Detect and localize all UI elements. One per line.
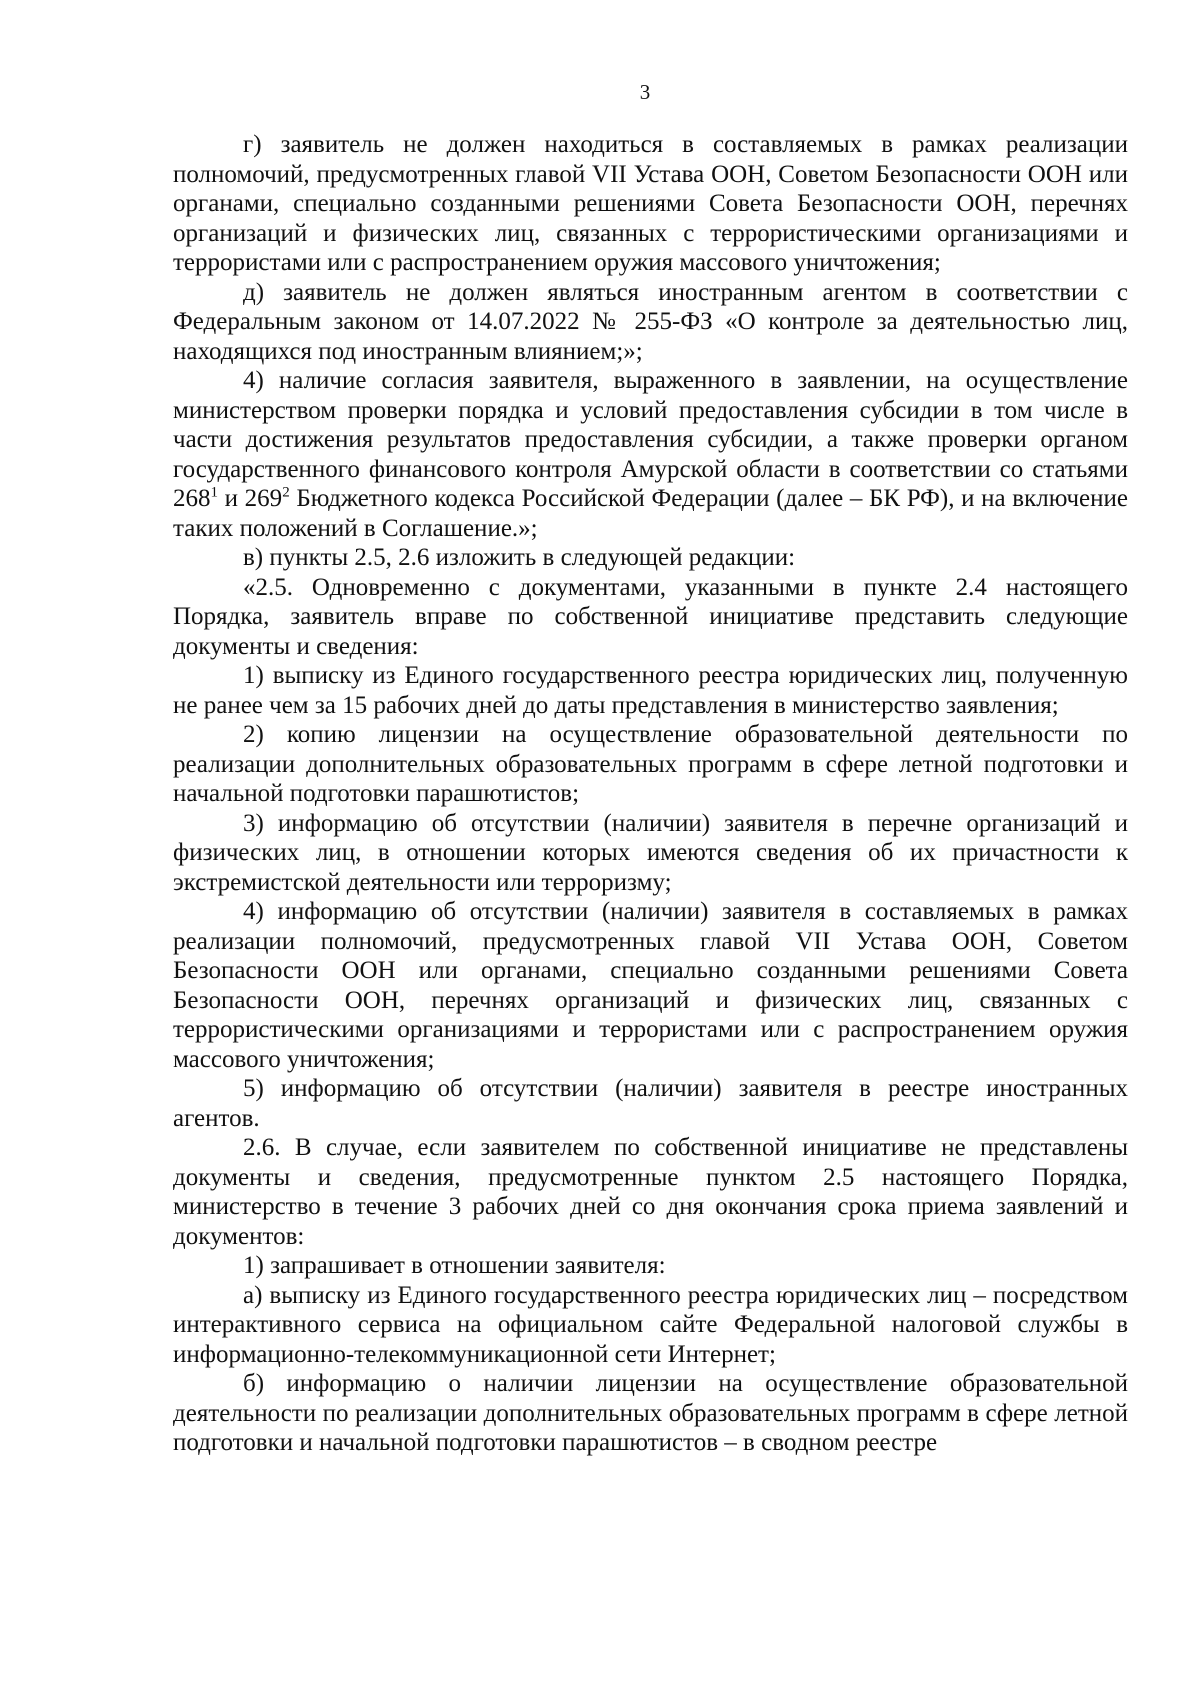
paragraph-2-5-item-3: 3) информацию об отсутствии (наличии) заявителя в перечне организаций и физических лиц, в отношении которых имеются сведения об их причастности к экстремистской деятельности или терроризму;: [173, 809, 1128, 896]
paragraph-consent: [173, 366, 1128, 543]
paragraph-consent-tail: Бюджетного кодекса Российской Федерации (далее – БК РФ), и на включение таких положений в Соглашение.»;: [173, 485, 1128, 542]
paragraph-consent-text: 4) наличие согласия заявителя, выраженного в заявлении, на осуществление министерством проверки порядка и условий предоставления субсидии в том числе в части достижения результатов предоставления субсидии, а также проверки органом государственного финансового контроля Амурской области в соответствии со статьями 268: [173, 367, 1128, 512]
paragraph-2-6-item-b: б) информацию о наличии лицензии на осуществление образовательной деятельности по реализации дополнительных образовательных программ в сфере летной подготовки и начальной подготовки парашютистов – в сводном реестре: [173, 1370, 1128, 1456]
paragraph-2-5-item-1: 1) выписку из Единого государственного реестра юридических лиц, полученную не ранее чем за 15 рабочих дней до даты представления в министерство заявления;: [173, 662, 1128, 719]
paragraph-2-5: «2.5. Одновременно с документами, указанными в пункте 2.4 настоящего Порядка, заявитель вправе по собственной инициативе представить следующие документы и сведения:: [173, 573, 1128, 660]
paragraph-consent-mid: и 269: [218, 485, 283, 512]
paragraph-2-6-item-1: 1) запрашивает в отношении заявителя:: [243, 1252, 666, 1279]
paragraph-2-6-item-a: а) выписку из Единого государственного реестра юридических лиц – посредством интерактивного сервиса на официальном сайте Федеральной налоговой службы в информационно-телекоммуникационной сети Интернет;: [173, 1281, 1128, 1368]
paragraph-v: в) пункты 2.5, 2.6 изложить в следующей редакции:: [243, 544, 796, 571]
paragraph-2-5-item-2: 2) копию лицензии на осуществление образовательной деятельности по реализации дополнительных образовательных программ в сфере летной подготовки и начальной подготовки парашютистов;: [173, 721, 1128, 807]
paragraph-2-5-item-4: 4) информацию об отсутствии (наличии) заявителя в составляемых в рамках реализации полномочий, предусмотренных главой VII Устава ООН, Советом Безопасности ООН или органами, специально созданными решениями Совета Безопасности ООН, перечнях организаций и физических лиц, связанных с террористическими организациями и террористами или с распространением оружия массового уничтожения;: [173, 898, 1128, 1073]
superscript-2: 2: [282, 484, 290, 501]
paragraph-2-6: 2.6. В случае, если заявителем по собственной инициативе не представлены документы и сведения, предусмотренные пунктом 2.5 настоящего Порядка, министерство в течение 3 рабочих дней со дня окончания срока приема заявлений и документов:: [173, 1134, 1128, 1250]
document-body: [173, 130, 1128, 1458]
paragraph-g: г) заявитель не должен находиться в составляемых в рамках реализации полномочий, предусмотренных главой VII Устава ООН, Советом Безопасности ООН или органами, специально созданными решениями Совета Безопасности ООН, перечнях организаций и физических лиц, связанных с террористическими организациями и террористами или с распространением оружия массового уничтожения;: [173, 131, 1128, 276]
paragraph-2-5-item-5: 5) информацию об отсутствии (наличии) заявителя в реестре иностранных агентов.: [173, 1075, 1128, 1132]
page-number: 3: [639, 80, 651, 104]
superscript-1: 1: [210, 484, 218, 501]
paragraph-d: д) заявитель не должен являться иностранным агентом в соответствии с Федеральным законом от 14.07.2022 № 255-ФЗ «О контроле за деятельностью лиц, находящихся под иностранным влиянием;»;: [173, 278, 1128, 365]
